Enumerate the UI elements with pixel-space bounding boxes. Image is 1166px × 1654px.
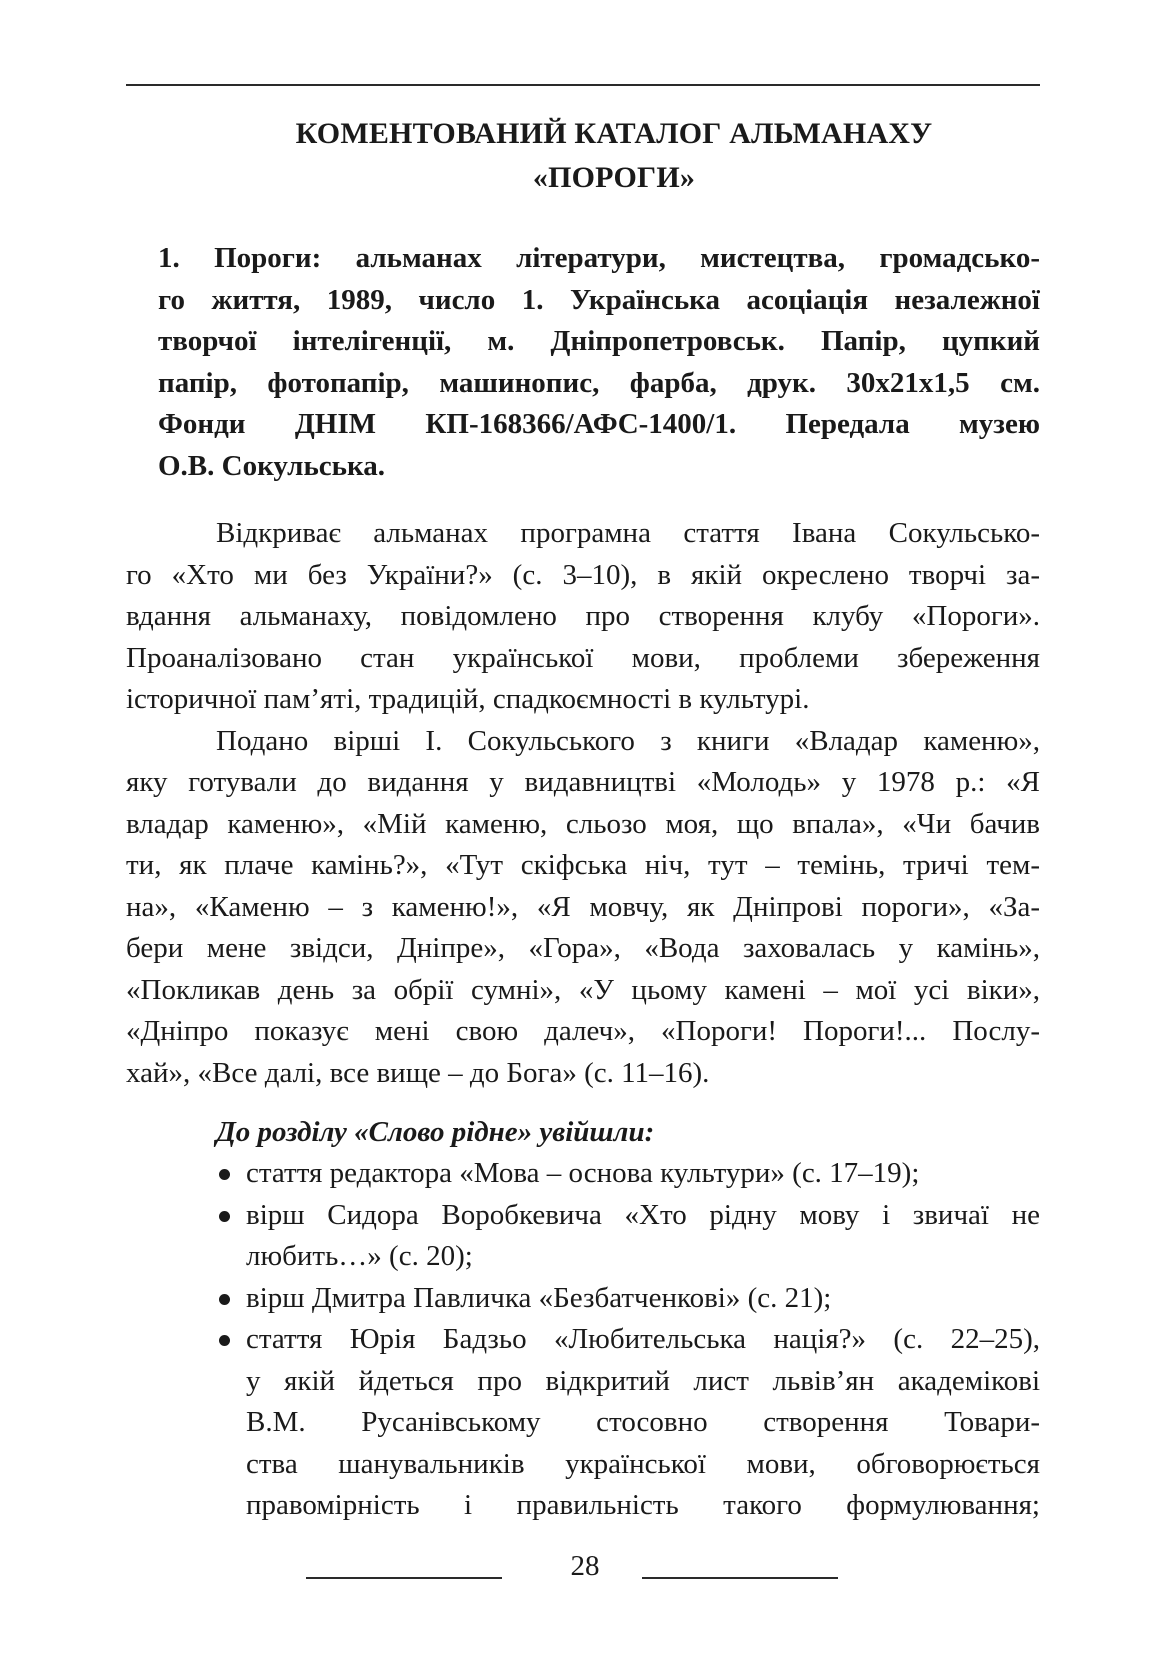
bullet-icon xyxy=(219,1211,230,1222)
entry-heading-line: Фонди ДНІМ КП-168366/АФС-1400/1. Передала музею xyxy=(158,408,1040,440)
list-item-line: стаття редактора «Мова – основа культури» (с. 17–19); xyxy=(246,1157,920,1189)
entry-heading-line: творчої інтелігенції, м. Дніпропетровськ. Папір, цупкий xyxy=(158,325,1040,357)
body-text xyxy=(126,513,1040,1094)
catalog-title-line-2: «ПОРОГИ» xyxy=(532,161,696,194)
paragraph-line: Проаналізовано стан української мови, проблеми збереження xyxy=(126,641,1040,674)
list-item-line: В.М. Русанівському стосовно створення Товари- xyxy=(246,1406,1040,1438)
bullet-icon xyxy=(219,1335,230,1346)
catalog-title-line-1: КОМЕНТОВАНИЙ КАТАЛОГ АЛЬМАНАХУ xyxy=(295,117,933,150)
entry-heading-line: папір, фотопапір, машинопис, фарба, друк. 30х21х1,5 см. xyxy=(158,366,1040,399)
list-item xyxy=(216,1319,1040,1527)
paragraph-1 xyxy=(126,513,1040,721)
paragraph-line: хай», «Все далі, все вище – до Бога» (с. 11–16). xyxy=(126,1056,710,1089)
top-rule xyxy=(126,84,1040,86)
page-number: 28 xyxy=(570,1550,600,1582)
footer-rule-left xyxy=(306,1577,502,1579)
bullet-icon xyxy=(219,1169,230,1180)
list-item-line: любить…» (с. 20); xyxy=(246,1240,473,1272)
paragraph-line: Подано вірші І. Сокульського з книги «Владар каменю», xyxy=(216,724,1040,757)
paragraph-line: го «Хто ми без України?» (с. 3–10), в якій окреслено творчі за- xyxy=(126,558,1040,591)
paragraph-line: «Дніпро показує мені свою далеч», «Пороги! Пороги!... Послу- xyxy=(126,1015,1040,1047)
paragraph-line: владар каменю», «Мій каменю, сльозо моя, що впала», «Чи бачив xyxy=(126,807,1040,840)
bullet-list xyxy=(216,1153,1040,1527)
list-item xyxy=(216,1153,1040,1195)
list-item-line: ства шанувальників української мови, обговорюється xyxy=(246,1447,1040,1480)
entry-heading-line: го життя, 1989, число 1. Українська асоціація незалежної xyxy=(158,283,1040,316)
paragraph-line: на», «Каменю – з каменю!», «Я мовчу, як Дніпрові пороги», «За- xyxy=(126,890,1040,923)
section-heading: До розділу «Слово рідне» увійшли: xyxy=(216,1116,655,1148)
entry-heading-line: О.В. Сокульська. xyxy=(158,449,386,482)
entry-heading-line: 1. Пороги: альманах літератури, мистецтва, громадсько- xyxy=(158,242,1040,274)
list-item-line: вірш Сидора Воробкевича «Хто рідну мову і звичаї не xyxy=(246,1198,1040,1231)
list-item xyxy=(216,1195,1040,1278)
paragraph-line: Відкриває альманах програмна стаття Івана Сокульсько- xyxy=(216,517,1040,549)
entry-heading xyxy=(158,238,1040,487)
paragraph-line: вдання альманаху, повідомлено про створення клубу «Пороги». xyxy=(126,600,1040,632)
paragraph-line: бери мене звідси, Дніпре», «Гора», «Вода заховалась у камінь», xyxy=(126,932,1040,964)
paragraph-line: історичної пам’яті, традицій, спадкоємності в культурі. xyxy=(126,683,810,715)
footer-rule-right xyxy=(642,1577,838,1579)
list-item-line: вірш Дмитра Павличка «Безбатченкові» (с. 21); xyxy=(246,1281,832,1314)
paragraph-2 xyxy=(126,721,1040,1095)
list-item xyxy=(216,1278,1040,1320)
list-item-line: стаття Юрія Бадзьо «Любительська нація?» (с. 22–25), xyxy=(246,1323,1040,1355)
list-item-line: правомірність і правильність такого формулювання; xyxy=(246,1489,1040,1521)
paragraph-line: яку готували до видання у видавництві «Молодь» у 1978 р.: «Я xyxy=(126,766,1040,798)
paragraph-line: «Покликав день за обрії сумні», «У цьому камені – мої усі віки», xyxy=(126,973,1040,1006)
bullet-icon xyxy=(219,1294,230,1305)
paragraph-line: ти, як плаче камінь?», «Тут скіфська ніч, тут – темінь, тричі тем- xyxy=(126,849,1040,881)
list-item-line: у якій йдеться про відкритий лист львів’ян академікові xyxy=(246,1364,1040,1397)
catalog-title xyxy=(160,112,1068,200)
